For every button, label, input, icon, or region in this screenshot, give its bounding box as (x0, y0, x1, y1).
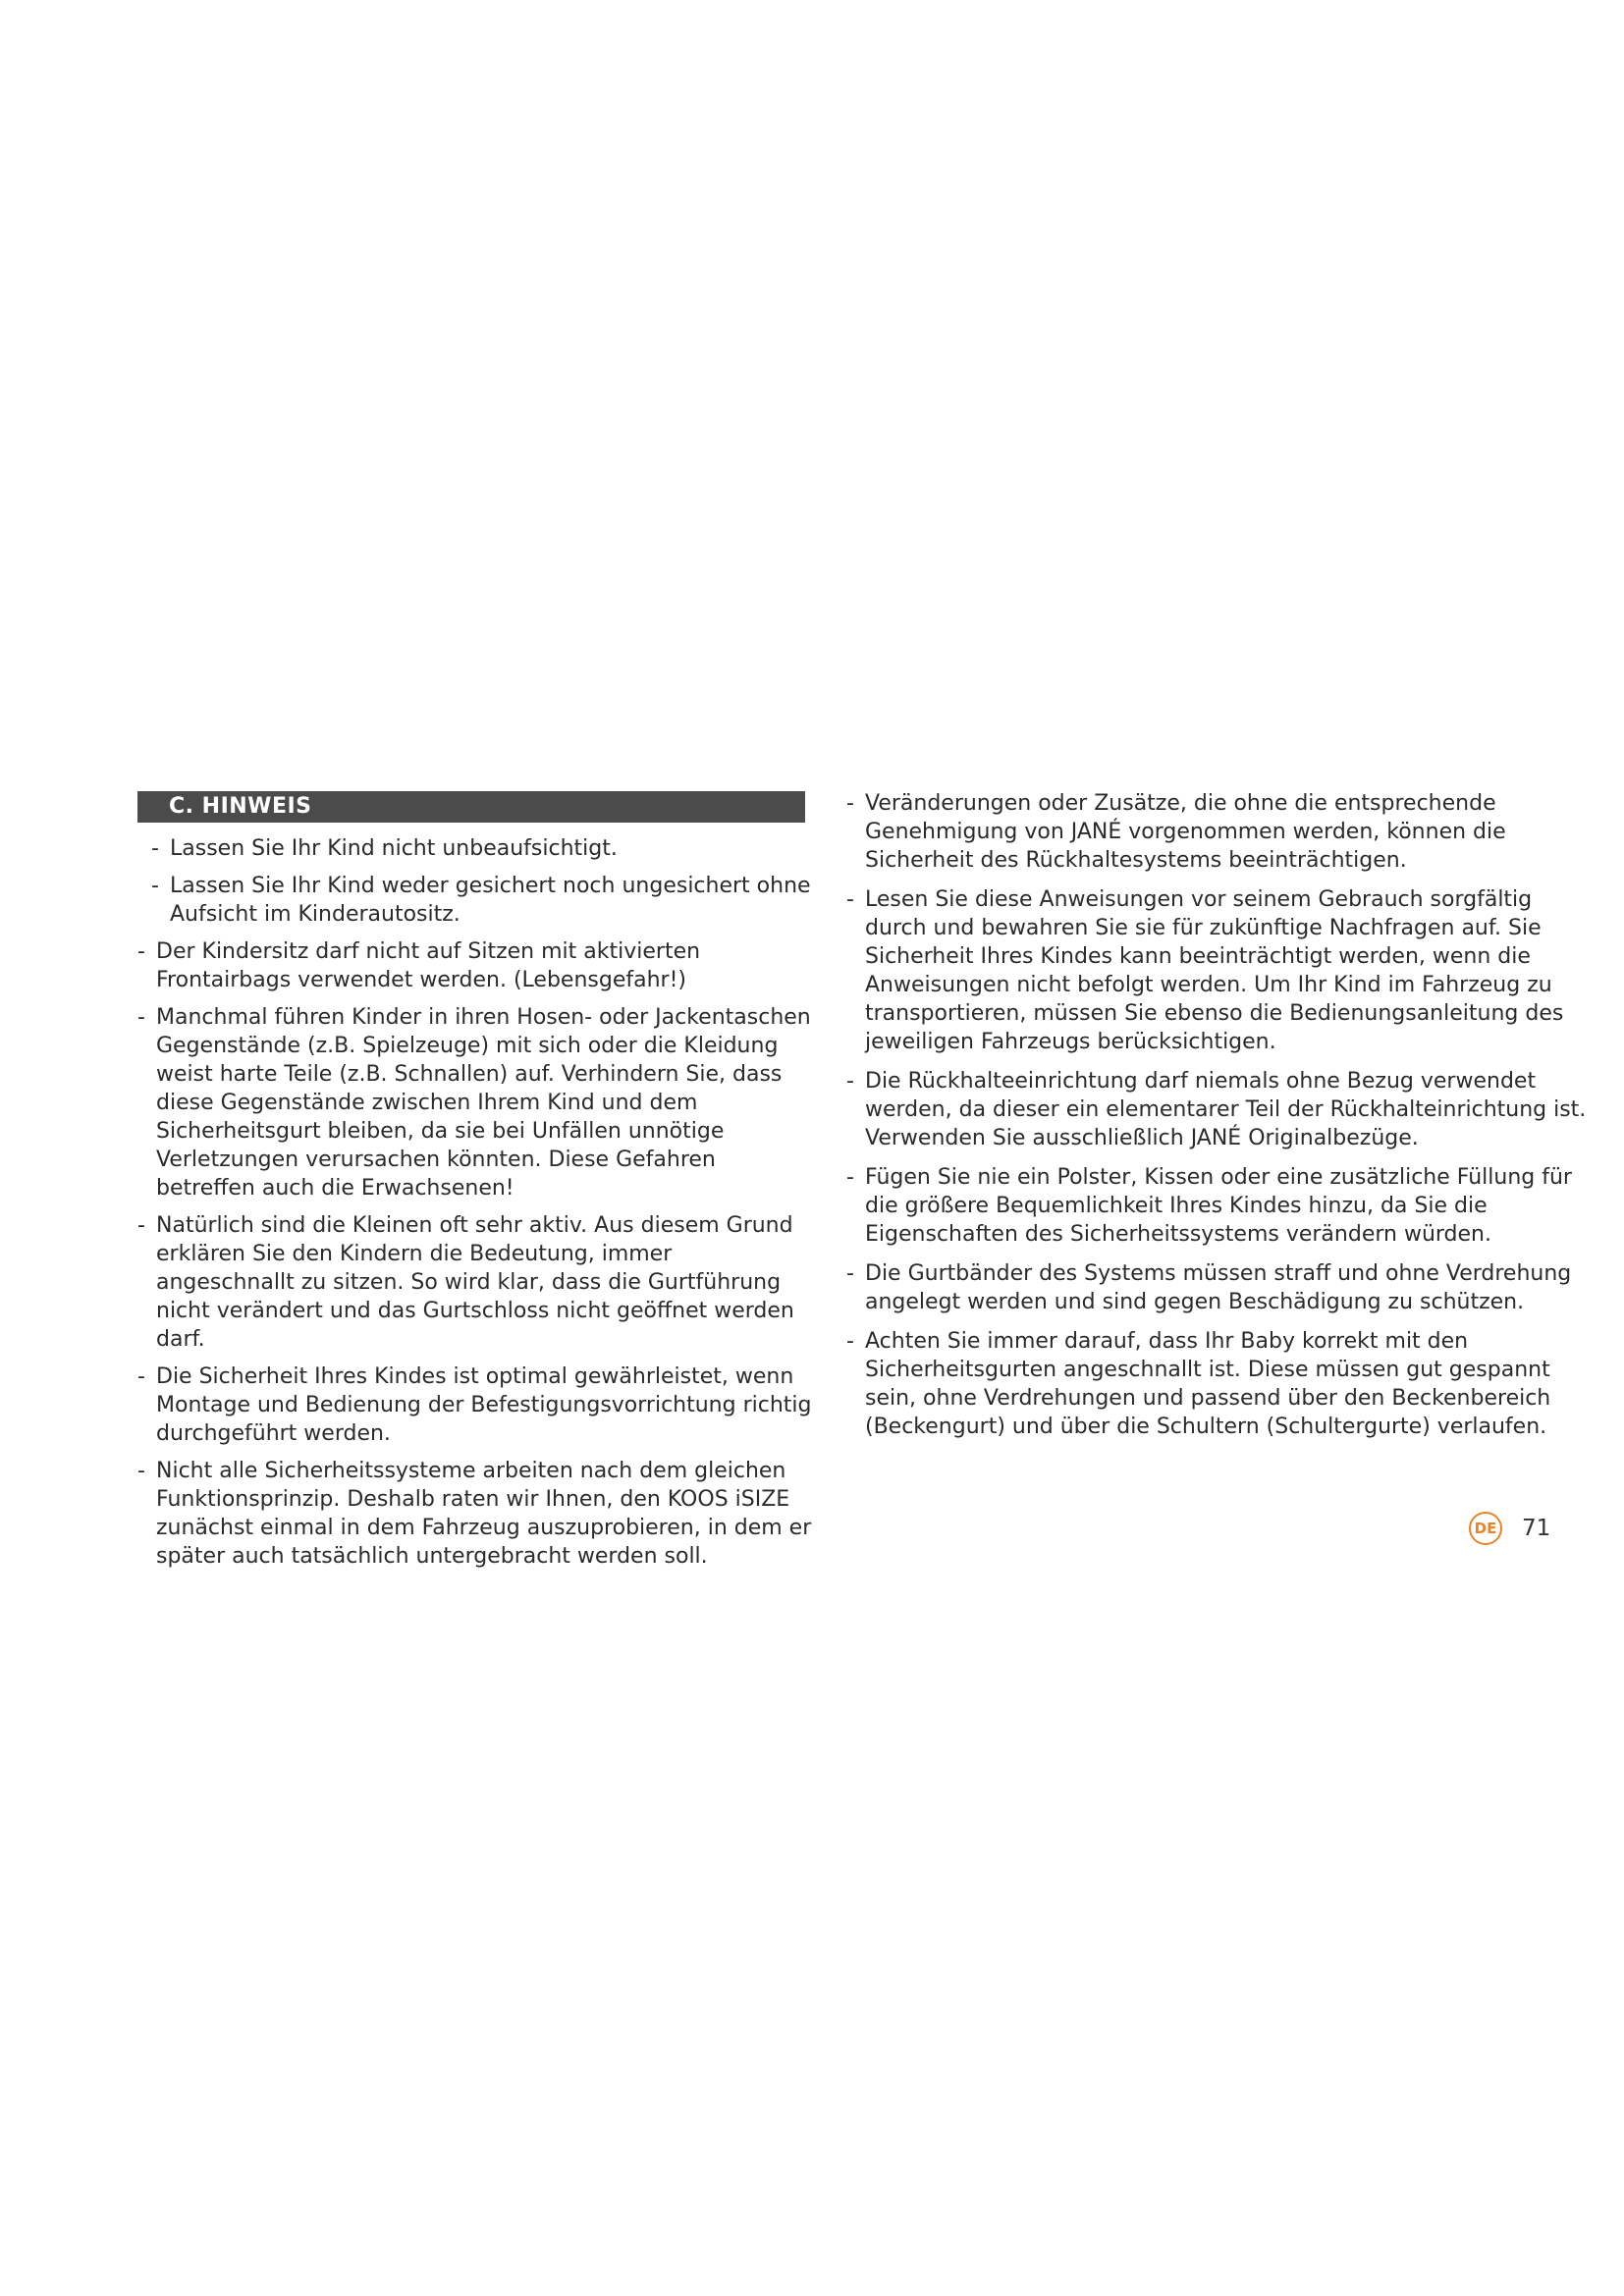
right-column (846, 789, 1597, 1452)
bullet-item: - Natürlich sind die Kleinen oft sehr aktiv. Aus diesem Grund erklären Sie den Kindern die Bedeutung, immer angeschnallt zu sitzen. So wird klar, dass die Gurtführung nicht verändert und das Gurtschloss nicht geöffnet werden darf. (137, 1211, 815, 1354)
bullet-item: - Die Rückhalteeinrichtung darf niemals ohne Bezug verwendet werden, da dieser ein elementarer Teil der Rückhalteinrichtung ist. Verwenden Sie ausschließlich JANÉ Originalbezüge. (846, 1067, 1597, 1152)
bullet-item: - Achten Sie immer darauf, dass Ihr Baby korrekt mit den Sicherheitsgurten angeschnallt ist. Diese müssen gut gespannt sein, ohne Verdrehungen und passend über den Beckenbereich (Beckengurt) und über die Schultern (Schultergurte) verlaufen. (846, 1327, 1597, 1441)
bullet-item: - Nicht alle Sicherheitssysteme arbeiten nach dem gleichen Funktionsprinzip. Deshalb raten wir Ihnen, den KOOS iSIZE zunächst einmal in dem Fahrzeug auszuprobieren, in dem er später auch tatsächlich untergebracht werden soll. (137, 1457, 815, 1571)
bullet-item: - Die Sicherheit Ihres Kindes ist optimal gewährleistet, wenn Montage und Bedienung der Befestigungsvorrichtung richtig durchgeführt werden. (137, 1362, 815, 1448)
bullet-item: - Die Gurtbänder des Systems müssen straff und ohne Verdrehung angelegt werden und sind gegen Beschädigung zu schützen. (846, 1259, 1597, 1316)
bullet-item: - Fügen Sie nie ein Polster, Kissen oder eine zusätzliche Füllung für die größere Bequemlichkeit Ihres Kindes hinzu, da Sie die Eigenschaften des Sicherheitssystems verändern würden. (846, 1163, 1597, 1249)
page-footer (1469, 1510, 1550, 1547)
bullet-item: - Der Kindersitz darf nicht auf Sitzen mit aktivierten Frontairbags verwendet werden. (Lebensgefahr!) (137, 937, 815, 994)
section-title: C. HINWEIS (169, 794, 312, 819)
bullet-item: - Lassen Sie Ihr Kind weder gesichert noch ungesichert ohne Aufsicht im Kinderautositz. (151, 872, 815, 929)
bullet-item: - Veränderungen oder Zusätze, die ohne die entsprechende Genehmigung von JANÉ vorgenommen werden, können die Sicherheit des Rückhaltesystems beeinträchtigen. (846, 789, 1597, 875)
right-bullet-list (846, 789, 1597, 1441)
bullet-item: - Lesen Sie diese Anweisungen vor seinem Gebrauch sorgfältig durch und bewahren Sie sie für zukünftige Nachfragen auf. Sie Sicherheit Ihres Kindes kann beeinträchtigt werden, wenn die Anweisungen nicht befolgt werden. Um Ihr Kind im Fahrzeug zu transportieren, müssen Sie ebenso die Bedienungsanleitung des jeweiligen Fahrzeugs berücksichtigen. (846, 885, 1597, 1056)
language-code: DE (1474, 1520, 1497, 1537)
page-number: 71 (1522, 1516, 1551, 1541)
section-header (137, 791, 805, 823)
language-badge (1469, 1512, 1502, 1545)
bullet-item: - Manchmal führen Kinder in ihren Hosen- oder Jackentaschen Gegenstände (z.B. Spielzeuge) mit sich oder die Kleidung weist harte Teile (z.B. Schnallen) auf. Verhindern Sie, dass diese Gegenstände zwischen Ihrem Kind und dem Sicherheitsgurt bleiben, da sie bei Unfällen unnötige Verletzungen verursachen könnten. Diese Gefahren betreffen auch die Erwachsenen! (137, 1003, 815, 1202)
left-column (137, 791, 815, 1579)
bullet-item: - Lassen Sie Ihr Kind nicht unbeaufsichtigt. (151, 834, 815, 863)
left-bullet-list (137, 834, 815, 1571)
